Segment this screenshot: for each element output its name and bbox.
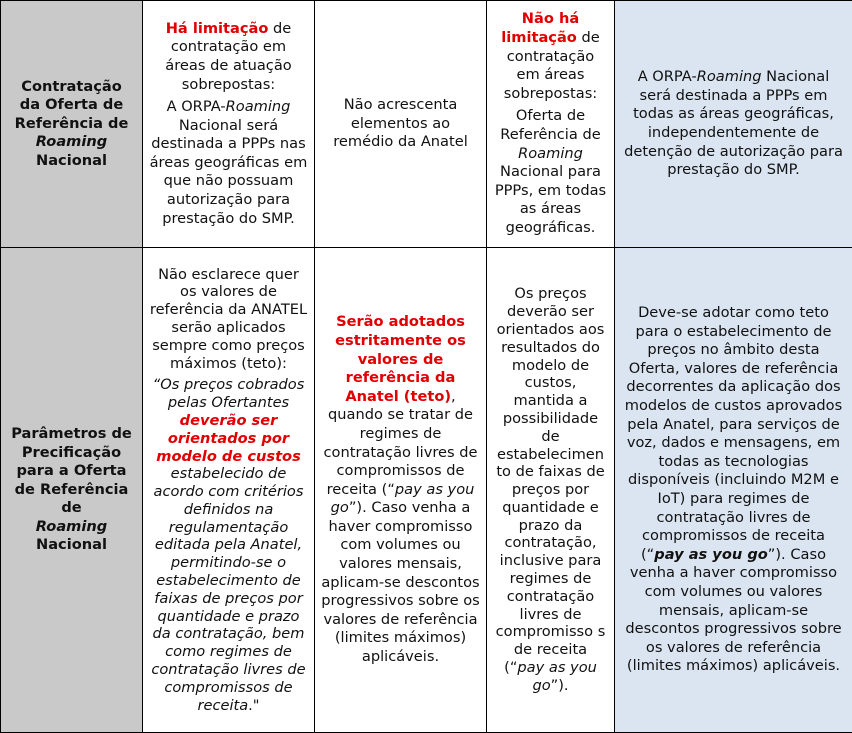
body-text: ”). Caso venha a haver compromisso com volumes ou valores mensais, aplicam-se descontos progressivos sobre os valores de referência (limites máximos) aplicáveis. [625,546,841,675]
cell-paragraph [149,266,308,373]
header-text: Roaming [36,518,107,535]
table-row [1,1,852,248]
cell-paragraph [493,10,608,103]
highlight-text: Serão adotados estritamente os valores de referência da Anatel (teto) [335,313,466,404]
italic-text: Roaming [226,98,291,115]
body-text: Oferta de Referência de [500,107,600,143]
quote-end: ." [248,697,259,714]
body-text: Não esclarece quer os valores de referência da ANATEL serão aplicados sempre como preços máximos (teto): [150,266,307,372]
body-text: de contratação em áreas sobrepostas: [504,29,600,102]
header-text: Contratação [21,78,122,95]
body-text: A ORPA- [638,68,697,85]
cell-proposal-a [143,248,315,733]
italic-text: pay as you go [517,659,596,694]
body-text: Não acrescenta elementos ao remédio da Anatel [333,96,468,150]
highlight-text: Há limitação [166,20,269,37]
body-text: , quando se tratar de regimes de contratação livres de compromissos de receita (“ [324,388,478,498]
header-text: para a Oferta [16,462,126,479]
body-text: Deve-se adotar como teto para o estabelecimento de preços no âmbito desta Oferta, valores de referência decorrentes da aplicação dos modelos de custos aprovados pela Anatel, para serviços de voz, dados e mensagens, em todas as tecnologias disponíveis (incluindo M2M e IoT) para regimes de contratação livres de compromissos de receita (“ [625,304,842,563]
header-text: da Oferta de [20,96,123,113]
cell-proposal-c [487,248,615,733]
body-text: Nacional será destinada a PPPs nas áreas geográficas em que não possuam autorização para prestação do SMP. [150,117,308,227]
quote-text: “Os preços cobrados pelas Ofertantes [153,376,305,411]
header-text: de Referência de [15,481,129,517]
body-text: ”). Caso venha a haver compromisso com volumes ou valores mensais, aplicam-se descontos progressivos sobre os valores de referência (limites máximos) aplicáveis. [321,499,480,665]
cell-paragraph [493,107,608,237]
highlight-text: Não há limitação [501,10,579,46]
cell-proposal-a [143,1,315,248]
quote-text: estabelecido de acordo com critérios definidos na regulamentação editada pela Anatel, permitindo-se o estabelecimento de faixas de preços por quantidade e prazo da contratação, bem como regimes de contratação livres de compromissos de receita [151,465,305,713]
italic-text: Roaming [697,68,762,85]
bold-italic-text: pay as you go [654,546,768,563]
cell-conclusion [615,1,852,248]
header-text: Parâmetros de [11,425,132,442]
row-header-contratacao [1,1,143,248]
body-text: Os preços deverão ser orientados aos resultados do modelo de custos, mantida a possibilidade de estabelecimen to de faixas de preços por quantidade e prazo da contratação, inclusive para regimes de contratação livres de compromisso s de receita (“ [496,285,606,676]
body-text: Nacional será destinada a PPPs em todas as áreas geográficas, independentemente de detenção de autorização para prestação do SMP. [624,68,843,178]
cell-paragraph [149,98,308,228]
table-row [1,248,852,733]
header-text: Nacional [36,152,107,169]
cell-conclusion [615,248,852,733]
body-text: de contratação em áreas de atuação sobrepostas: [165,20,291,93]
quote-paragraph [149,376,308,714]
body-text: Nacional para PPPs, em todas as áreas geográficas. [495,163,606,236]
highlight-text: deverão ser orientados por modelo de custos [156,412,301,465]
header-text: Referência de [15,115,129,132]
header-text: Roaming [36,133,107,150]
cell-proposal-c [487,1,615,248]
cell-proposal-b [315,248,487,733]
italic-text: Roaming [518,145,583,162]
header-text: Precificação [22,444,121,461]
body-text: ”). [551,677,569,694]
row-header-parametros [1,248,143,733]
header-text: Nacional [36,536,107,553]
cell-paragraph [149,20,308,94]
body-text: A ORPA- [167,98,226,115]
cell-proposal-b [315,1,487,248]
italic-text: pay as you go [331,481,475,517]
